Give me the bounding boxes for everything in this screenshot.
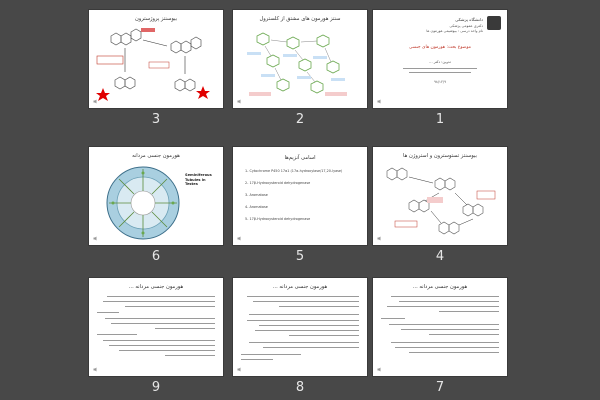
speaker-icon [93, 367, 98, 372]
speaker-icon [237, 367, 242, 372]
slide-number-7: 7 [435, 380, 445, 395]
speaker-icon [377, 236, 382, 241]
slide-1-author: تدوین: دکتر ... [429, 60, 451, 64]
speaker-icon [93, 99, 98, 104]
speaker-icon [377, 99, 382, 104]
slide-6-label: Seminiferous Tubules in Testes [185, 173, 212, 187]
testes-cross-section-diagram [101, 161, 185, 243]
testosterone-estrogen-pathway-diagram [379, 163, 501, 241]
slide-7-title: هورمون جنسی مردانه ... [412, 284, 468, 290]
slide-number-9: 9 [151, 380, 161, 395]
slide-1-year: ۹۸/۱۲/۹ [433, 80, 447, 84]
speaker-icon [377, 367, 382, 372]
slide-5-title: اسامی آنزیم‌ها [284, 155, 316, 161]
slide-5-item-1: 1- Cytochrome P450 17α1 (17α-hydroxylase/17,20-lyase) [245, 169, 343, 173]
slide-1-subtitle2: نام واحد درسی : بیوشیمی هورمون ها [426, 29, 483, 33]
speaker-icon [237, 99, 242, 104]
slide-number-5: 5 [295, 249, 305, 264]
slide-4-title: بیوسنتز تستوسترون و استروژن ها [403, 153, 477, 159]
slide-6-title: هورمون جنسی مردانه [132, 153, 180, 159]
speaker-icon [237, 236, 242, 241]
slide-5-item-3: 3- Aromatase [245, 193, 268, 197]
slide-1-title: دانشگاه پزشکی [455, 17, 483, 22]
university-logo-icon [487, 16, 501, 30]
slide-5-item-5: 5- 17β-Hydroxysteroid dehydrogenase [245, 217, 311, 221]
cholesterol-pathway-diagram [247, 28, 353, 102]
speaker-icon [93, 236, 98, 241]
slide-9-title: هورمون جنسی مردانه ... [128, 284, 184, 290]
slide-number-1: 1 [435, 112, 445, 127]
slide-number-8: 8 [295, 380, 305, 395]
slide-1-subtitle1: دکتری عمومی پزشکی [449, 24, 483, 28]
slide-1-topic: موضوع بحث: هورمون های جنسی [409, 45, 471, 50]
slide-number-3: 3 [151, 112, 161, 127]
slide-number-4: 4 [435, 249, 445, 264]
progesterone-synthesis-diagram [95, 26, 217, 104]
slide-5-item-4: 4- Aromatase [245, 205, 268, 209]
slide-5-item-2: 2- 17β-Hydroxysteroid dehydrogenase [245, 181, 311, 185]
red-star-icon [96, 88, 110, 101]
slide-2-title: سنتز هورمون های مشتق از کلسترول [259, 16, 341, 22]
slide-number-2: 2 [295, 112, 305, 127]
slide-number-6: 6 [151, 249, 161, 264]
slide-8-title: هورمون جنسی مردانه ... [272, 284, 328, 290]
slide-3-title: بیوسنتز پروژسترون [134, 16, 178, 22]
